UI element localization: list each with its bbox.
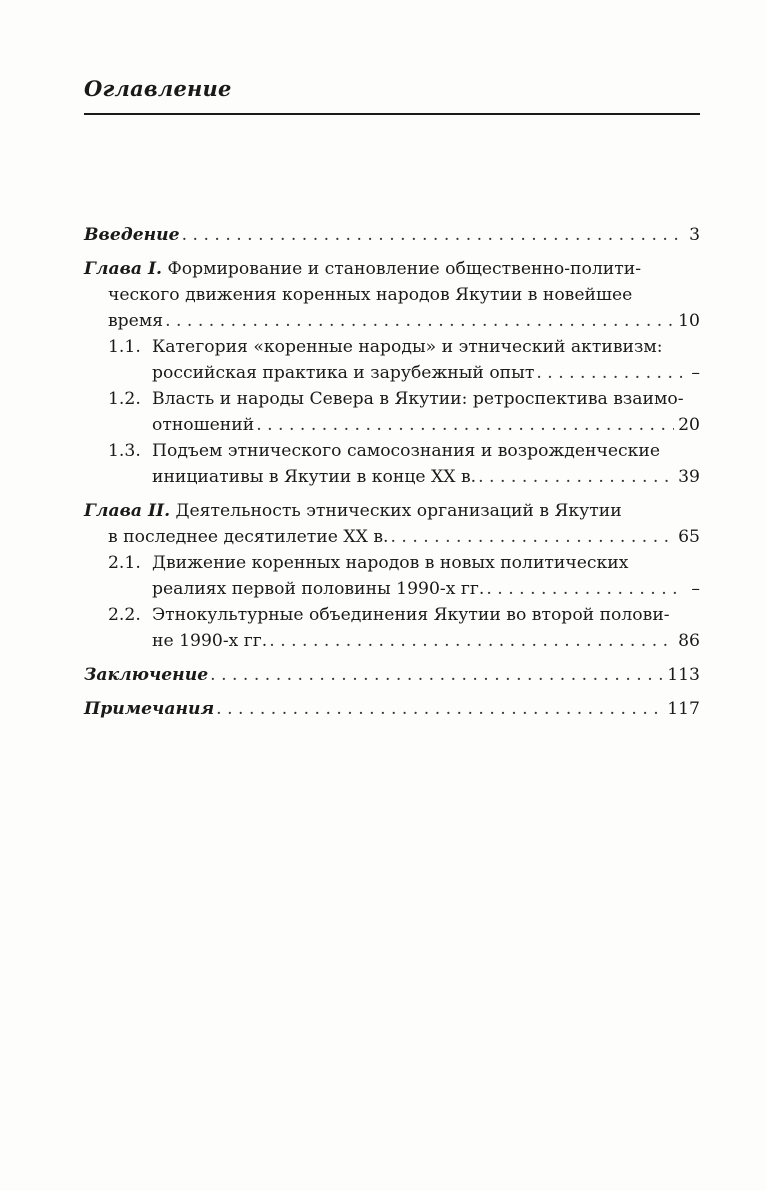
toc-entry-text: Подъем этнического самосознания и возрожденческие xyxy=(152,441,661,461)
toc-entry-text: не 1990-х гг. xyxy=(152,631,268,651)
dot-leader xyxy=(165,308,674,334)
page-title: Оглавление xyxy=(84,76,232,101)
toc-page-number: – xyxy=(691,363,700,383)
section-number: 1.3. xyxy=(108,441,141,461)
toc-entry-section-1-3[interactable] xyxy=(84,438,700,490)
toc-entry-text: российская практика и зарубежный опыт xyxy=(152,363,535,383)
section-number: 2.1. xyxy=(108,553,141,573)
dot-leader xyxy=(182,222,682,248)
dot-leader xyxy=(536,360,682,386)
toc-line xyxy=(108,334,700,360)
toc-entry-text: в последнее десятилетие XX в. xyxy=(108,527,389,547)
toc-entry-text: Этнокультурные объединения Якутии во второй полови- xyxy=(152,605,670,625)
toc-entry-label: Примечания xyxy=(84,699,215,719)
section-number: 1.2. xyxy=(108,389,141,409)
chapter-prefix: Глава II. xyxy=(84,501,171,521)
dot-leader xyxy=(390,524,674,550)
toc-page-number: 86 xyxy=(678,631,700,651)
dot-leader xyxy=(486,576,682,602)
dot-leader xyxy=(478,464,674,490)
title-rule xyxy=(84,113,700,115)
chapter-prefix: Глава I. xyxy=(84,259,163,279)
toc-line xyxy=(84,696,700,722)
toc-line xyxy=(108,628,700,654)
toc-entry-text: инициативы в Якутии в конце XX в. xyxy=(152,467,477,487)
dot-leader xyxy=(256,412,674,438)
toc-line xyxy=(84,308,700,334)
toc-entry-section-1-2[interactable] xyxy=(84,386,700,438)
toc-page-number: 65 xyxy=(678,527,700,547)
toc-entry-text: Категория «коренные народы» и этнический активизм: xyxy=(152,337,663,357)
toc-line xyxy=(84,222,700,248)
toc-line xyxy=(108,438,700,464)
toc-page-number: 113 xyxy=(667,665,700,685)
table-of-contents xyxy=(84,222,700,722)
toc-line xyxy=(84,524,700,550)
toc-entry-section-1-1[interactable] xyxy=(84,334,700,386)
toc-line: ческого движения коренных народов Якутии в новейшее xyxy=(108,285,633,305)
toc-line xyxy=(84,662,700,688)
toc-entry-text: реалиях первой половины 1990-х гг. xyxy=(152,579,485,599)
toc-page-number: 3 xyxy=(689,225,700,245)
section-number: 2.2. xyxy=(108,605,141,625)
toc-page-number: 39 xyxy=(678,467,700,487)
toc-page-number: 10 xyxy=(678,311,700,331)
toc-line xyxy=(108,386,700,412)
toc-line xyxy=(108,412,700,438)
toc-line xyxy=(108,360,700,386)
toc-entry-introduction[interactable] xyxy=(84,222,700,248)
toc-entry-chapter-2[interactable] xyxy=(84,498,700,550)
toc-page-number: 20 xyxy=(678,415,700,435)
toc-line xyxy=(108,550,700,576)
toc-entry-text: Движение коренных народов в новых политических xyxy=(152,553,629,573)
toc-entry-section-2-2[interactable] xyxy=(84,602,700,654)
toc-entry-label: Введение xyxy=(84,225,180,245)
toc-entry-text: Формирование и становление общественно-полити- xyxy=(167,259,642,279)
dot-leader xyxy=(269,628,674,654)
section-number: 1.1. xyxy=(108,337,141,357)
toc-line xyxy=(108,464,700,490)
toc-page-number: 117 xyxy=(667,699,700,719)
dot-leader xyxy=(210,662,663,688)
toc-line xyxy=(84,498,700,524)
toc-entry-text: отношений xyxy=(152,415,255,435)
toc-page-number: – xyxy=(691,579,700,599)
toc-entry-section-2-1[interactable] xyxy=(84,550,700,602)
toc-entry-text: Власть и народы Севера в Якутии: ретроспектива взаимо- xyxy=(152,389,684,409)
toc-entry-text: время xyxy=(108,311,164,331)
toc-line xyxy=(84,256,700,282)
toc-line xyxy=(108,602,700,628)
toc-entry-text: Деятельность этнических организаций в Якутии xyxy=(175,501,622,521)
toc-entry-label: Заключение xyxy=(84,665,209,685)
toc-entry-chapter-1[interactable] xyxy=(84,256,700,334)
toc-entry-notes[interactable] xyxy=(84,696,700,722)
toc-entry-conclusion[interactable] xyxy=(84,662,700,688)
toc-line xyxy=(108,576,700,602)
dot-leader xyxy=(216,696,663,722)
